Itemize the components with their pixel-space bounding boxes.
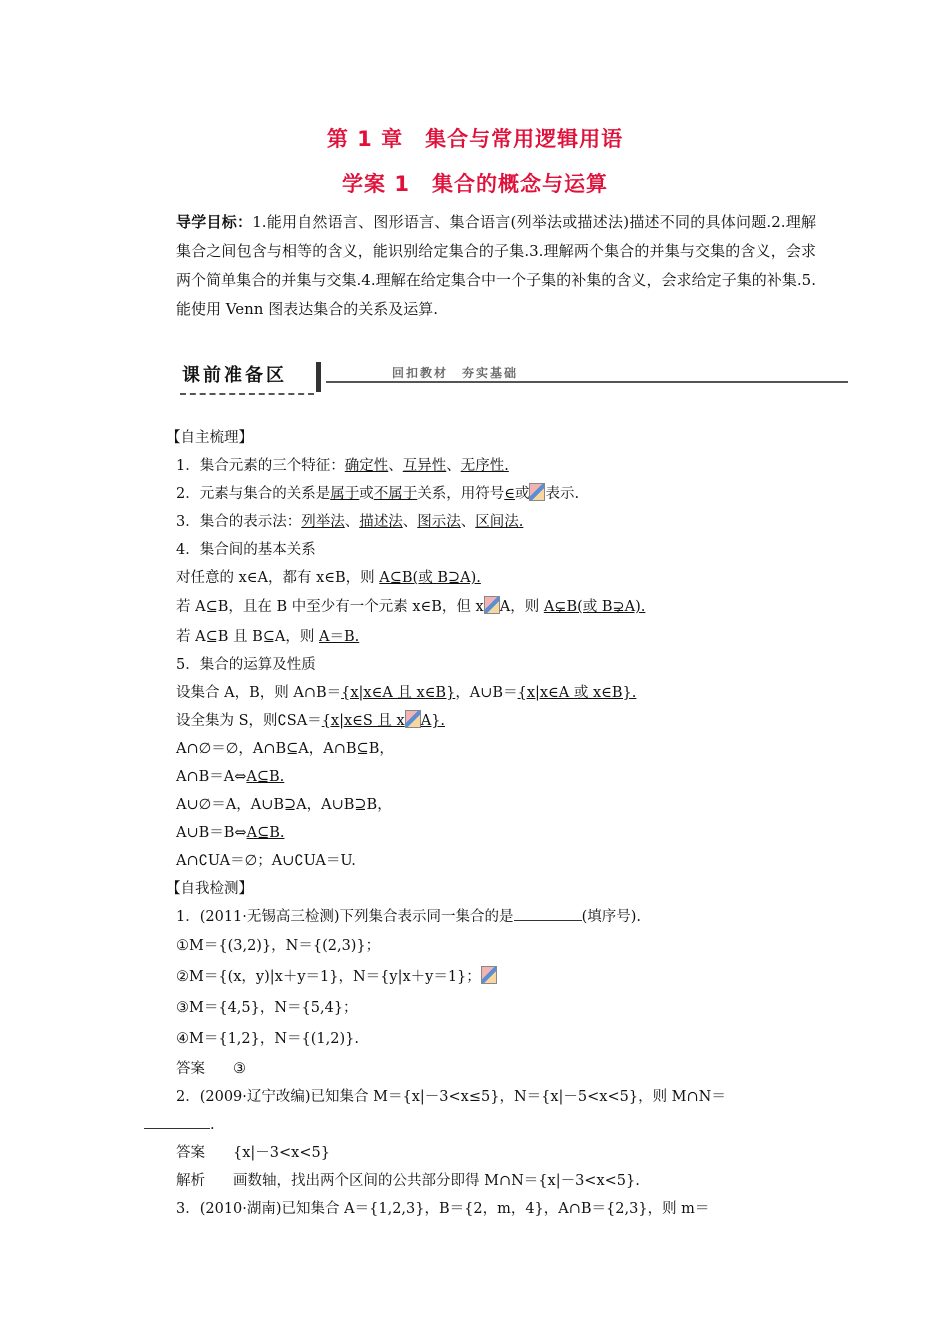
- review-line-7: 若 A⊆B 且 B⊆A，则 A＝B.: [176, 629, 360, 645]
- review-line-6: 若 A⊆B，且在 B 中至少有一个元素 x∈B，但 x A，则 A⊊B(或 B⊋A).: [176, 592, 816, 623]
- answer-blank: [514, 906, 582, 921]
- banner-dashed-underline: [180, 393, 314, 395]
- content-body: [166, 424, 816, 1223]
- review-line-5: 对任意的 x∈A，都有 x∈B，则 A⊆B(或 B⊇A).: [176, 570, 481, 586]
- question-1: 1．(2011·无锡高三检测)下列集合表示同一集合的是 (填序号).: [176, 903, 816, 931]
- broken-image-icon: [481, 966, 497, 984]
- selftest-header: 【自我检测】: [166, 881, 253, 897]
- section-subtitle: 回扣教材 夯实基础: [392, 366, 519, 380]
- review-header: 【自主梳理】: [166, 430, 253, 446]
- learning-goals: [176, 208, 816, 324]
- section-banner: [176, 360, 848, 400]
- answer-blank: [144, 1114, 210, 1129]
- review-line-11: A∩∅＝∅，A∩B⊆A，A∩B⊆B，: [176, 741, 394, 757]
- review-line-14: A∪B＝B⇔A⊆B.: [176, 825, 285, 841]
- review-line-13: A∪∅＝A，A∪B⊇A，A∪B⊇B，: [176, 797, 392, 813]
- lesson-title: 学案 1 集合的概念与运算: [342, 172, 608, 196]
- banner-rule: [326, 381, 848, 383]
- goals-text: 1.能用自然语言、图形语言、集合语言(列举法或描述法)描述不同的具体问题.2.理解集合之间包含与相等的含义，能识别给定集合的子集.3.理解两个集合的并集与交集的含义，会求两个简单集合的并集与交集.4.理解在给定集合中一个子集的补集的含义，会求给定子集的补集.5.能使用 Venn 图表达集合的关系及运算.: [176, 213, 816, 318]
- option-3: ③M＝{4,5}，N＝{5,4}；: [176, 1000, 358, 1016]
- option-1: ①M＝{(3,2)}，N＝{(2,3)}；: [176, 938, 381, 954]
- review-line-12: A∩B＝A⇔A⊆B.: [176, 769, 285, 785]
- review-line-10: 设全集为 S，则∁SA＝{x|x∈S 且 x A}.: [176, 707, 816, 735]
- review-line-15: A∩∁UA＝∅；A∪∁UA＝U.: [176, 853, 356, 869]
- question-2-blank: .: [144, 1111, 816, 1139]
- question-3: 3．(2010·湖南)已知集合 A＝{1,2,3}，B＝{2，m，4}，A∩B＝{2,3}，则 m＝: [176, 1201, 710, 1217]
- review-line-3: 3．集合的表示法：列举法、描述法、图示法、区间法.: [176, 514, 524, 530]
- not-in-symbol-icon: [405, 710, 421, 728]
- banner-divider: [316, 362, 321, 392]
- review-line-1: 1．集合元素的三个特征：确定性、互异性、无序性.: [176, 458, 509, 474]
- answer-2: 答案 {x|－3<x<5}: [176, 1145, 330, 1161]
- review-line-9: 设集合 A，B，则 A∩B＝{x|x∈A 且 x∈B}，A∪B＝{x|x∈A 或 x∈B}.: [176, 685, 637, 701]
- option-2: ②M＝{(x，y)|x＋y＝1}，N＝{y|x＋y＝1}；: [176, 962, 816, 993]
- not-in-symbol-icon: [484, 596, 500, 614]
- goals-label: 导学目标：: [176, 213, 253, 231]
- section-tag: 课前准备区: [182, 365, 287, 386]
- option-4: ④M＝{1,2}，N＝{(1,2)}.: [176, 1031, 359, 1047]
- chapter-title: 第 1 章 集合与常用逻辑用语: [326, 127, 624, 151]
- answer-1: 答案 ③: [176, 1061, 246, 1077]
- review-line-2: 2．元素与集合的关系是属于或不属于关系，用符号∈或 表示.: [176, 480, 816, 508]
- question-2: 2．(2009·辽宁改编)已知集合 M＝{x|－3<x≤5}，N＝{x|－5<x<5}，则 M∩N＝: [176, 1089, 726, 1105]
- not-in-symbol-icon: [529, 483, 545, 501]
- review-line-8: 5．集合的运算及性质: [176, 657, 316, 673]
- review-line-4: 4．集合间的基本关系: [176, 542, 316, 558]
- solution-2: 解析 画数轴，找出两个区间的公共部分即得 M∩N＝{x|－3<x<5}.: [176, 1173, 640, 1189]
